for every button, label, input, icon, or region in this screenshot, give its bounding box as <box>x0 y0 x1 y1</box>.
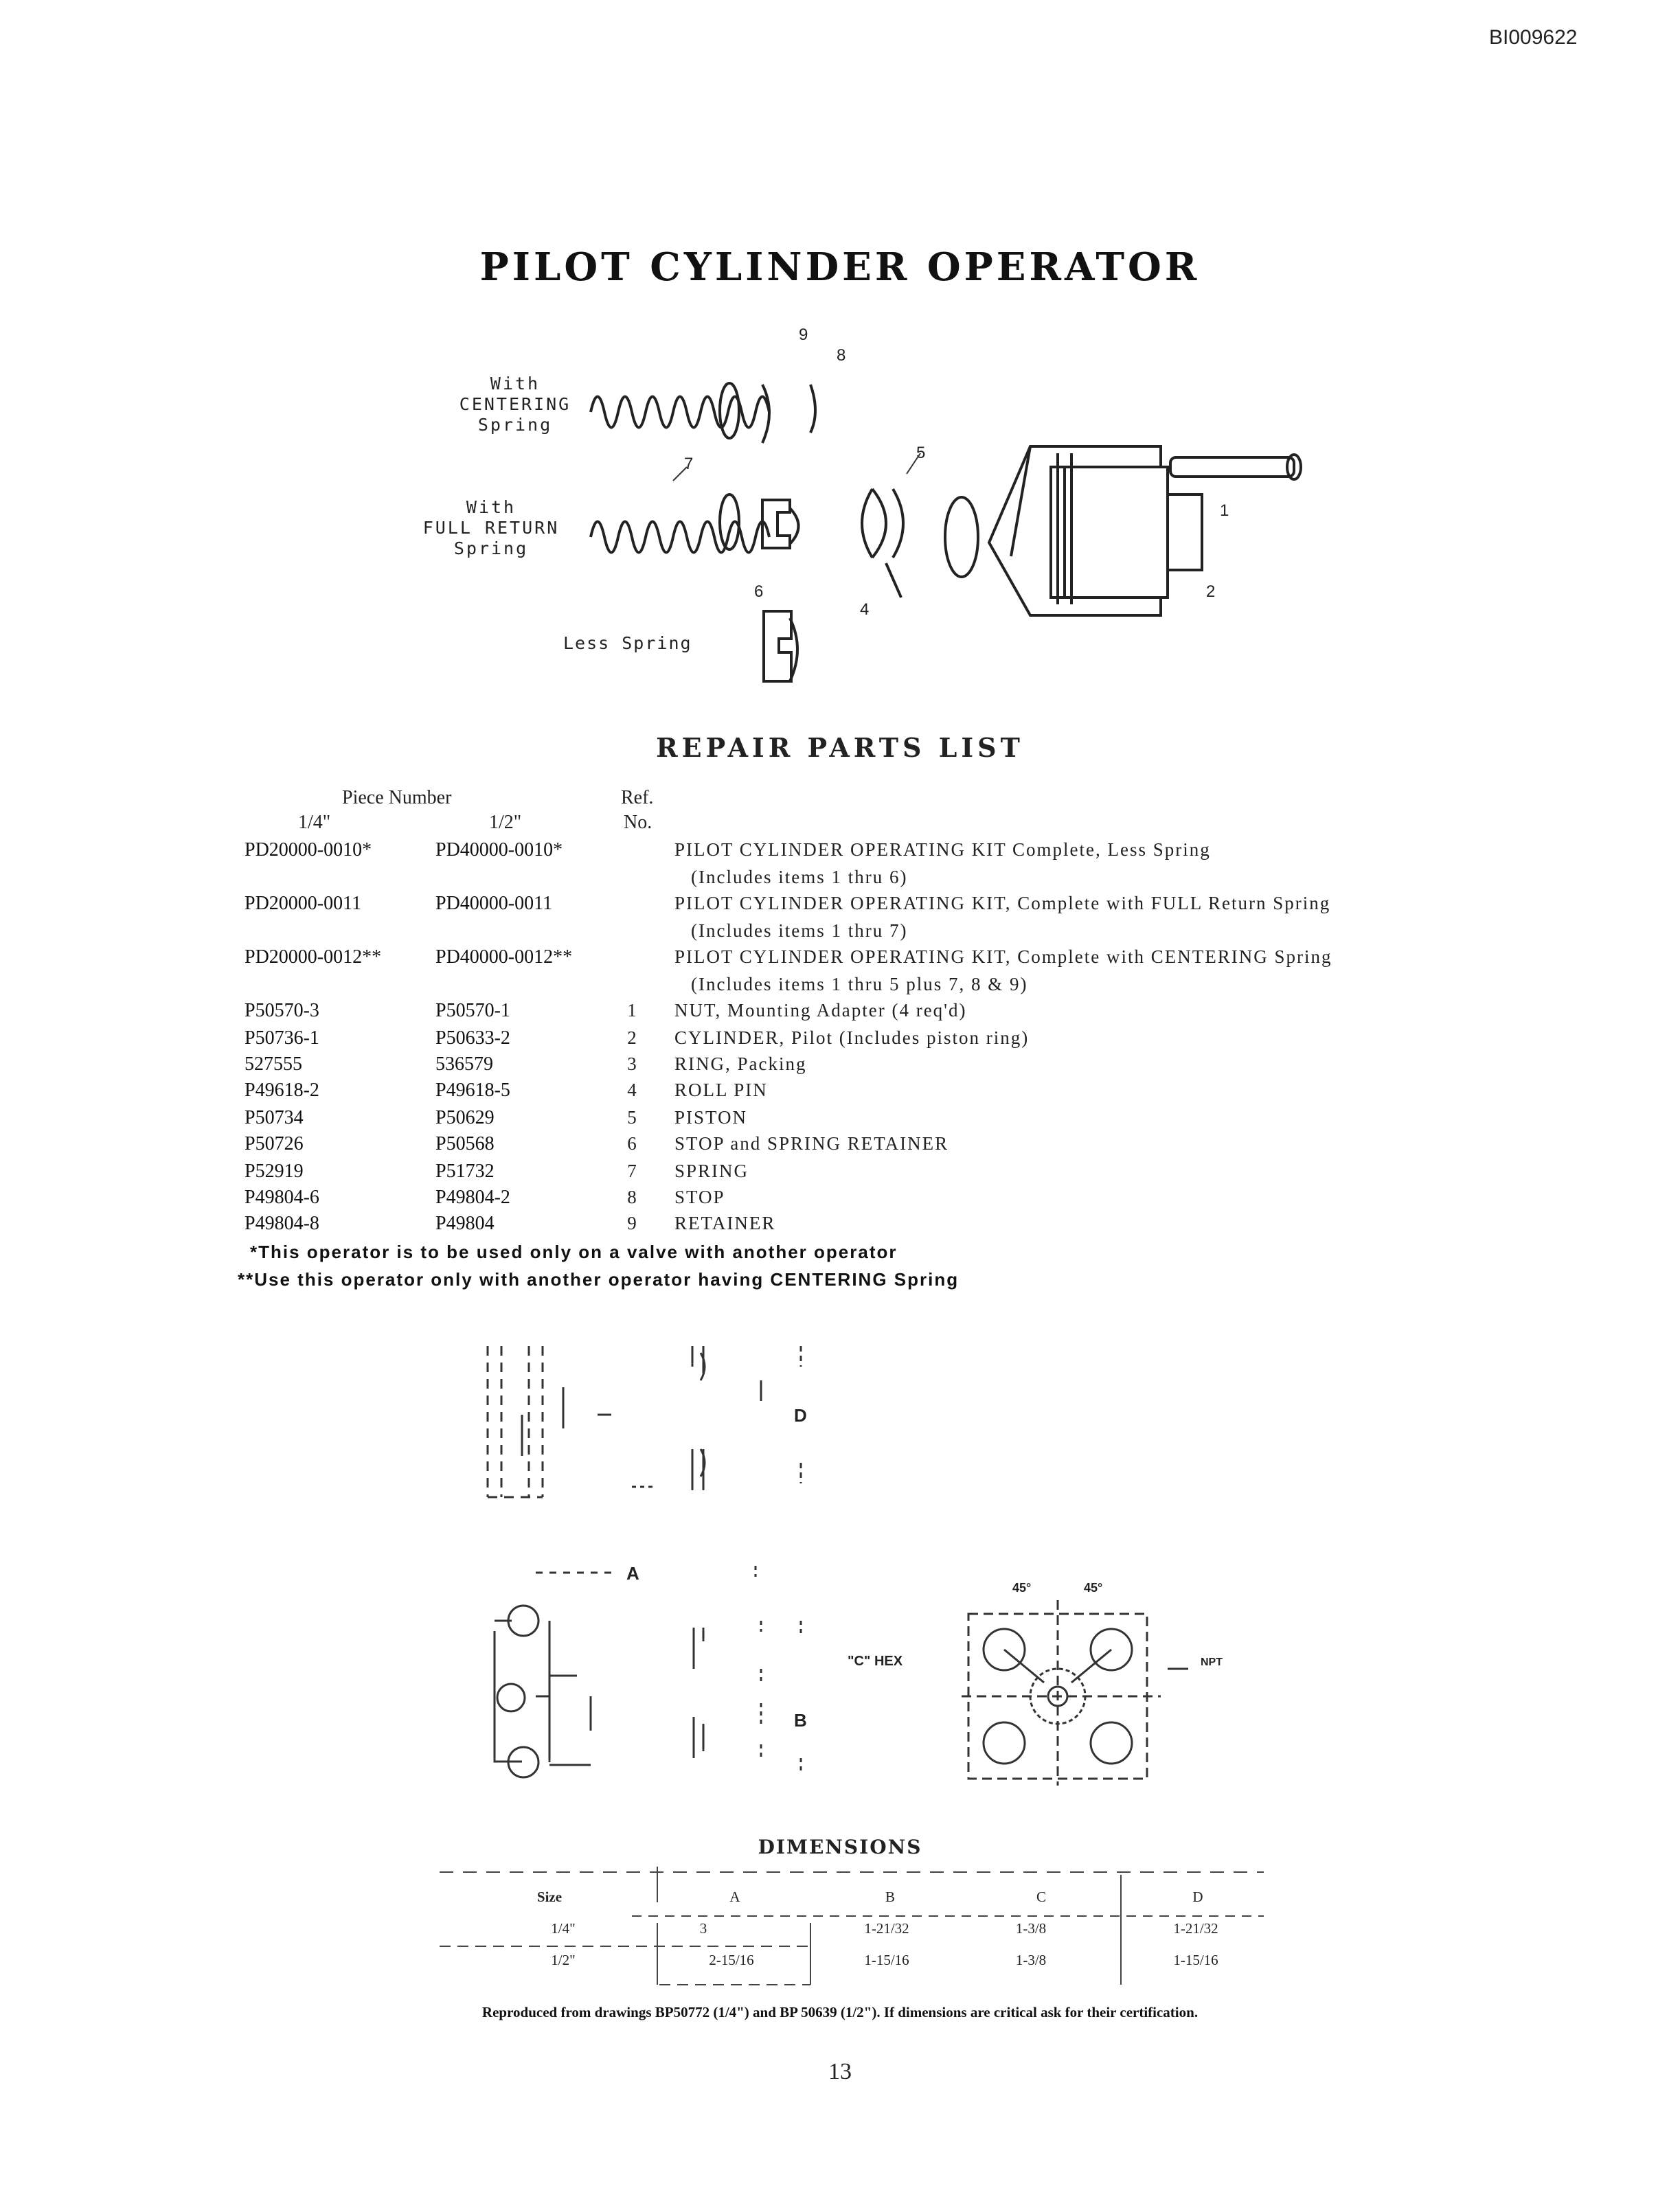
part-description: NUT, Mounting Adapter (4 req'd) <box>674 1000 967 1021</box>
part-number-half: P50629 <box>435 1107 495 1128</box>
part-number-quarter: 527555 <box>245 1053 302 1075</box>
dim-cell: 1-3/8 <box>1015 1952 1047 1968</box>
dim-cell: 1/4" <box>551 1920 576 1937</box>
part-number-quarter: PD20000-0012** <box>245 946 382 968</box>
dim-header-d: D <box>1192 1889 1203 1905</box>
part-description: CYLINDER, Pilot (Includes piston ring) <box>674 1027 1030 1048</box>
header-size-half: 1/2" <box>489 812 522 833</box>
label-centering-spring: With CENTERING Spring <box>459 374 571 435</box>
part-ref-number: 7 <box>627 1161 637 1181</box>
part-number-half: PD40000-0012** <box>435 946 573 968</box>
dim-cell: 1-15/16 <box>1173 1952 1218 1968</box>
label-less-spring: Less Spring <box>563 633 692 653</box>
part-description: ROLL PIN <box>674 1080 768 1100</box>
page-number: 13 <box>828 2059 852 2084</box>
dim-label-npt: NPT <box>1201 1656 1223 1668</box>
callout-4: 4 <box>860 600 870 619</box>
dimensions-title: DIMENSIONS <box>758 1836 922 1858</box>
dim-cell: 2-15/16 <box>709 1952 754 1968</box>
dim-label-d: D <box>794 1405 807 1426</box>
document-id: BI009622 <box>1489 26 1578 49</box>
dim-header-c: C <box>1036 1889 1046 1905</box>
part-number-quarter: P50570-3 <box>245 1000 319 1021</box>
part-ref-number: 9 <box>627 1213 637 1233</box>
header-size-quarter: 1/4" <box>298 812 331 833</box>
part-number-quarter: P49804-6 <box>245 1187 319 1208</box>
dim-label-b: B <box>794 1710 807 1731</box>
part-number-quarter: P50734 <box>245 1107 304 1128</box>
callout-7: 7 <box>684 455 694 473</box>
part-number-half: PD40000-0010* <box>435 839 563 861</box>
part-ref-number: 5 <box>627 1107 637 1128</box>
part-ref-number: 6 <box>627 1133 637 1154</box>
dim-cell: 1-21/32 <box>864 1920 909 1937</box>
part-number-half: P49804-2 <box>435 1187 510 1208</box>
part-number-half: P51732 <box>435 1161 495 1182</box>
part-number-half: P50568 <box>435 1133 495 1154</box>
angle-label-left: 45° <box>1012 1581 1032 1595</box>
part-number-half: P50570-1 <box>435 1000 510 1021</box>
reproduction-footnote: Reproduced from drawings BP50772 (1/4") and BP 50639 (1/2"). If dimensions are critical ask for their certification. <box>481 2004 1199 2020</box>
part-number-half: P49804 <box>435 1213 495 1234</box>
part-ref-number: 3 <box>627 1053 637 1074</box>
label-full-return-spring: With FULL RETURN Spring <box>422 497 560 558</box>
part-description-sub: (Includes items 1 thru 6) <box>691 867 908 887</box>
dim-header-size: Size <box>536 1889 563 1905</box>
part-description-sub: (Includes items 1 thru 5 plus 7, 8 & 9) <box>691 974 1028 994</box>
callout-5: 5 <box>916 444 926 462</box>
callout-8: 8 <box>837 346 846 365</box>
part-description: PILOT CYLINDER OPERATING KIT, Complete with CENTERING Spring <box>674 946 1332 967</box>
part-description: SPRING <box>674 1161 749 1181</box>
part-number-quarter: PD20000-0010* <box>245 839 372 861</box>
callout-1: 1 <box>1220 501 1229 520</box>
note-double-asterisk: **Use this operator only with another operator having CENTERING Spring <box>238 1269 960 1290</box>
dim-header-a: A <box>729 1889 740 1905</box>
part-description: PILOT CYLINDER OPERATING KIT, Complete with FULL Return Spring <box>674 893 1331 913</box>
dim-cell: 1-15/16 <box>864 1952 909 1968</box>
note-single-asterisk: *This operator is to be used only on a valve with another operator <box>250 1242 898 1262</box>
callout-9: 9 <box>799 326 808 344</box>
part-description: STOP <box>674 1187 725 1207</box>
page-title: PILOT CYLINDER OPERATOR <box>479 244 1201 290</box>
part-description: RING, Packing <box>674 1053 807 1074</box>
dim-cell: 1-21/32 <box>1173 1920 1218 1937</box>
part-number-quarter: P49804-8 <box>245 1213 319 1234</box>
dim-cell: 1-3/8 <box>1015 1920 1047 1937</box>
part-number-half: P50633-2 <box>435 1027 510 1049</box>
part-number-half: PD40000-0011 <box>435 893 553 914</box>
part-ref-number: 8 <box>627 1187 637 1207</box>
part-description: PILOT CYLINDER OPERATING KIT Complete, Less Spring <box>674 839 1211 860</box>
part-number-half: 536579 <box>435 1053 493 1075</box>
part-ref-number: 4 <box>627 1080 637 1100</box>
part-description: STOP and SPRING RETAINER <box>674 1133 949 1154</box>
part-description: PISTON <box>674 1107 748 1128</box>
dim-label-c-hex: "C" HEX <box>848 1654 903 1669</box>
part-ref-number: 1 <box>627 1000 637 1021</box>
callout-6: 6 <box>754 582 764 601</box>
part-description-sub: (Includes items 1 thru 7) <box>691 920 908 941</box>
dim-header-b: B <box>885 1889 895 1905</box>
dim-cell: 1/2" <box>551 1952 576 1968</box>
callout-2: 2 <box>1206 582 1216 601</box>
part-ref-number: 2 <box>627 1027 637 1048</box>
part-description: RETAINER <box>674 1213 776 1233</box>
header-piece-number: Piece Number <box>342 787 452 808</box>
header-ref: Ref. <box>621 787 654 808</box>
part-number-half: P49618-5 <box>435 1080 510 1101</box>
angle-label-right: 45° <box>1084 1581 1103 1595</box>
dim-cell: 3 <box>699 1920 707 1937</box>
header-no: No. <box>624 812 652 833</box>
part-number-quarter: PD20000-0011 <box>245 893 362 914</box>
part-number-quarter: P50736-1 <box>245 1027 319 1049</box>
part-number-quarter: P52919 <box>245 1161 304 1182</box>
part-number-quarter: P50726 <box>245 1133 304 1154</box>
repair-parts-title: REPAIR PARTS LIST <box>656 732 1024 763</box>
dim-label-a: A <box>626 1563 639 1584</box>
part-number-quarter: P49618-2 <box>245 1080 319 1101</box>
